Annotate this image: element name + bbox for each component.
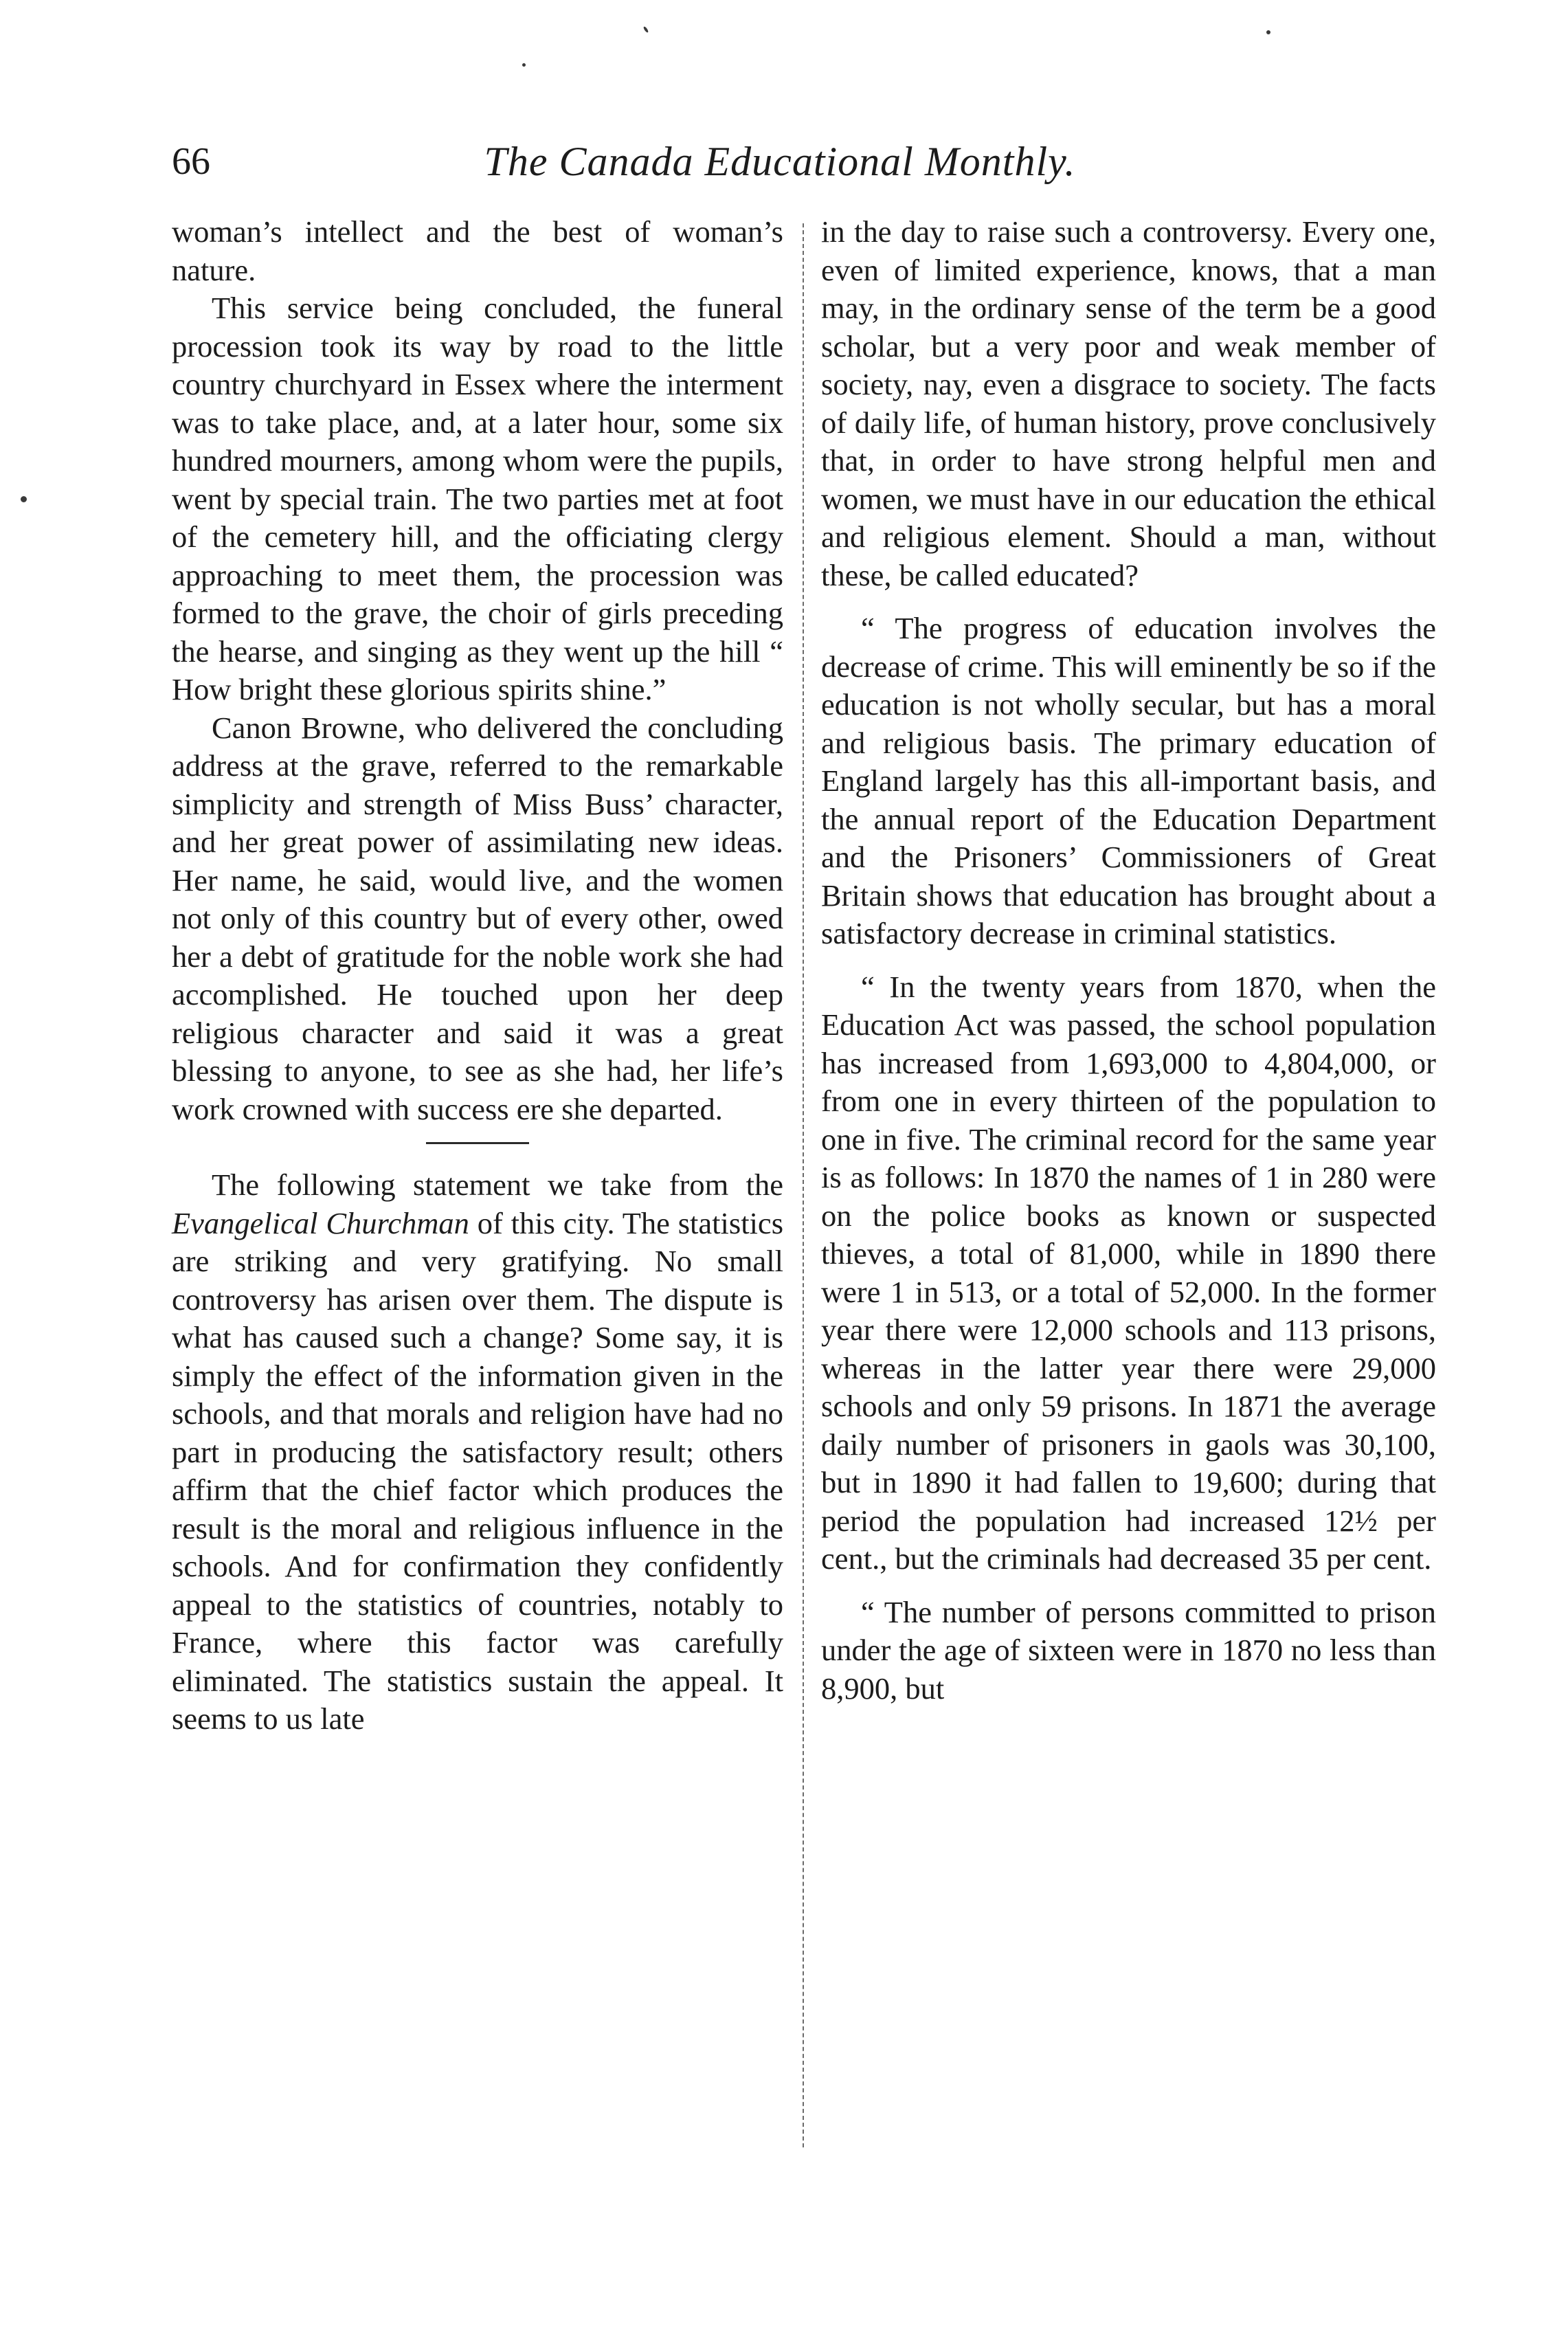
- paragraph-funeral-procession: This service being concluded, the funeral procession took its way by road to the little country churchyard in Essex where the interment was to take place, and, at a later hour, some six hundred mourners, among whom were the pupils, went by special train. The two parties met at foot of the cemetery hill, and the officiating clergy approaching to meet them, the procession was formed to the grave, the choir of girls preceding the hearse, and singing as they went up the hill “ How bright these glorious spirits shine.”: [172, 291, 783, 706]
- page-header: [172, 131, 1388, 192]
- paragraph-progress-of-education: “ The progress of education involves the decrease of crime. This will eminently be so if the education is not wholly secular, but has a moral and religious basis. The primary education of England largely has this all-important basis, and the annual report of the Education Department and the Prisoners’ Commissioners of Great Britain shows that education has brought about a satisfactory decrease in criminal statistics.: [821, 611, 1436, 950]
- scan-speck: [642, 26, 649, 33]
- paragraph-intellect: woman’s intellect and the best of woman’s nature.: [172, 214, 783, 287]
- journal-title: The Canada Educational Monthly.: [484, 139, 1076, 184]
- paragraph-number-committed: “ The number of persons committed to prison under the age of sixteen were in 1870 no less than 8,900, but: [821, 1594, 1436, 1706]
- paragraph-evangelical-statement: [172, 1166, 783, 1739]
- right-column: [821, 213, 1436, 1708]
- publication-title: Evangelical Churchman: [172, 1205, 469, 1240]
- section-divider-rule: [426, 1142, 529, 1144]
- column-divider: [803, 223, 804, 2147]
- text-fragment: of this city. The statistics are striking and very gratifying. No small controversy has arisen over them. The dispute is what has caused such a change? Some say, it is simply the effect of the information given in the schools, and that morals and religion have had no part in producing the satisfactory result; others affirm that the chief factor which produces the result is the moral and religious influence in the schools. And for confirmation they confidently appeal to the statistics of countries, notably to France, where this factor was carefully eliminated. The statistics sustain the appeal. It seems to us late: [172, 1205, 784, 1736]
- page-number: 66: [172, 140, 210, 183]
- scan-speck: [522, 63, 526, 67]
- paragraph-twenty-years: “ In the twenty years from 1870, when the Education Act was passed, the school population has increased from 1,693,000 to 4,804,000, or from one in every thirteen of the population to one in five. The criminal record for the same year is as follows: In 1870 the names of 1 in 280 were on the police books as known or suspected thieves, a total of 81,000, while in 1890 there were 1 in 513, or a total of 52,000. In the former year there were 12,000 schools and 113 prisons, whereas in the latter year there were 29,000 schools and only 59 prisons. In 1871 the average daily number of prisoners in gaols was 30,100, but in 1890 it had fallen to 19,600; during that period the population had increased 12½ per cent., but the criminals had decreased 35 per cent.: [821, 969, 1436, 1576]
- scan-speck: [21, 496, 27, 502]
- scan-speck: [1266, 30, 1270, 34]
- left-column: [172, 213, 783, 1739]
- paragraph-canon-browne: Canon Browne, who delivered the concluding address at the grave, referred to the remarkable simplicity and strength of Miss Buss’ character, and her great power of assimilating new ideas. Her name, he said, would live, and the women not only of this country but of every other, owed her a debt of gratitude for the noble work she had accomplished. He touched upon her deep religious character and said it was a great blessing to anyone, to see as she had, her life’s work crowned with success ere she departed.: [172, 710, 783, 1126]
- text-fragment: The following statement we take from the: [212, 1168, 783, 1202]
- paragraph-controversy: in the day to raise such a controversy. Every one, even of limited experience, knows, that a man may, in the ordinary sense of the term be a good scholar, but a very poor and weak member of society, nay, even a disgrace to society. The facts of daily life, of human history, prove conclusively that, in order to have strong helpful men and women, we must have in our education the ethical and religious element. Should a man, without these, be called educated?: [821, 214, 1436, 592]
